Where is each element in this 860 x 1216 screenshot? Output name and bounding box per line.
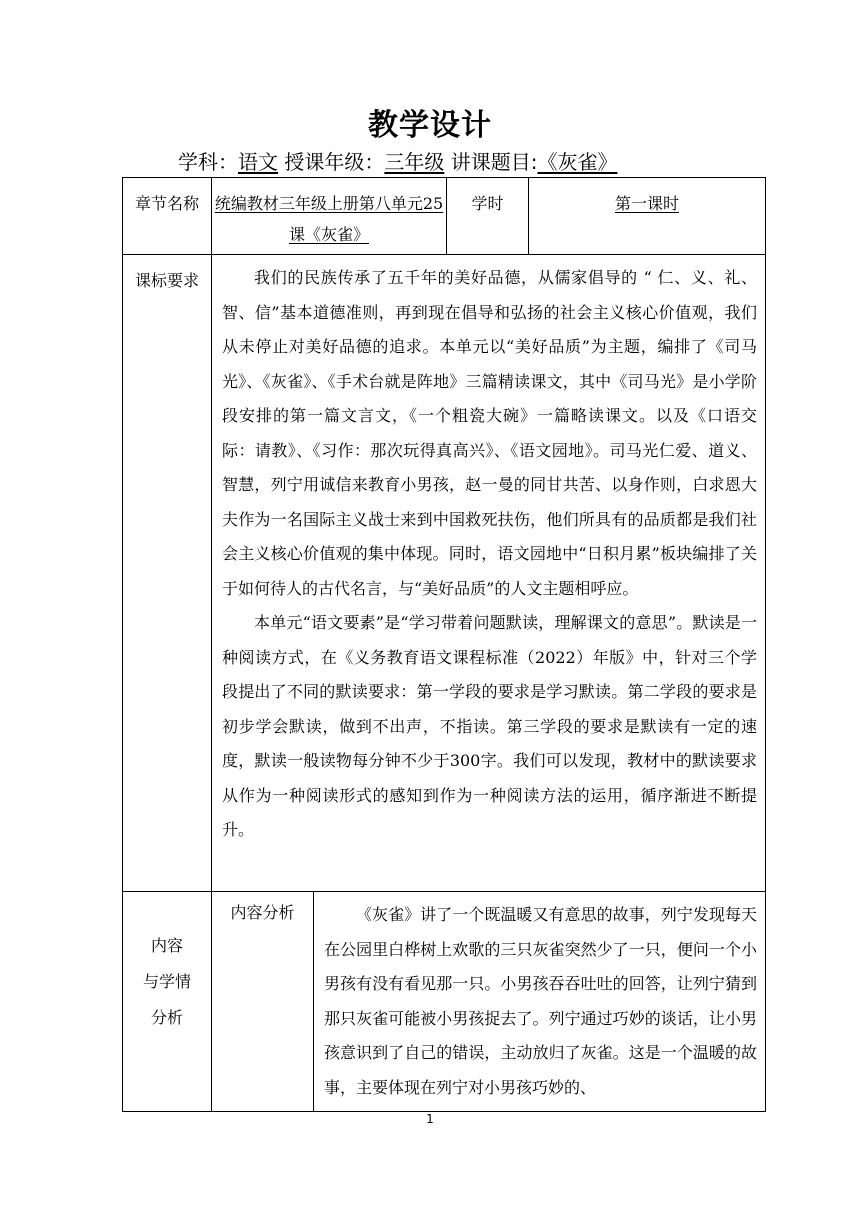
analysis-label-line-2: 与学情 — [142, 972, 191, 991]
lesson-table — [122, 177, 766, 1112]
chapter-value: 统编教材三年级上册第八单元25课《灰雀》 — [214, 194, 444, 244]
chapter-label: 章节名称 — [123, 178, 212, 255]
content-analysis-label: 内容分析 — [212, 892, 314, 1112]
standard-row — [123, 255, 766, 892]
standard-paragraph-1: 我们的民族传承了五千年的美好品德，从儒家倡导的 “ 仁、义、礼、智、信”基本道德准则，再到现在倡导和弘扬的社会主义核心价值观，我们从未停止对美好品德的追求。本单元以“美好品质”为主题，编排了《司马光》、《灰雀》、《手术台就是阵地》三篇精读课文，其中《司马光》是小学阶段安排的第一篇文言文，《一个粗瓷大碗》一篇略读课文。以及《口语交际：请教》、《习作：那次玩得真高兴》、《语文园地》。司马光仁爱、道义、智慧，列宁用诚信来教育小男孩，赵一曼的同甘共苦、以身作则，白求恩大夫作为一名国际主义战士来到中国救死扶伤，他们所具有的品质都是我们社会主义核心价值观的集中体现。同时，语文园地中“日积月累”板块编排了关于如何待人的古代名言，与“美好品质”的人文主题相呼应。 — [222, 268, 757, 598]
document-subtitle — [178, 146, 617, 175]
analysis-row — [123, 892, 766, 1112]
period-value: 第一课时 — [614, 194, 679, 213]
standard-paragraph-2: 本单元“语文要素”是“学习带着问题默读，理解课文的意思”。默读是一种阅读方式，在《义务教育语文课程标准（2022）年版》中，针对三个学段提出了不同的默读要求：第一学段的要求是学习默读。第二学段的要求是初步学会默读，做到不出声，不指读。第三学段的要求是默读有一定的速度，默读一般读物每分钟不少于300字。我们可以发现，教材中的默读要求从作为一种阅读形式的感知到作为一种阅读方法的运用，循序渐进不断提升。 — [222, 613, 757, 839]
content-analysis-text: 《灰雀》讲了一个既温暖又有意思的故事，列宁发现每天在公园里白桦树上欢歌的三只灰雀突然少了一只，便问一个小男孩有没有看见那一只。小男孩吞吞吐吐的回答，让列宁猜到那只灰雀可能被小男孩捉去了。列宁通过巧妙的谈话，让小男孩意识到了自己的错误，主动放归了灰雀。这是一个温暖的故事，主要体现在列宁对小男孩巧妙的、 — [324, 905, 757, 1097]
content-analysis-cell — [314, 892, 766, 1112]
standard-content — [212, 255, 766, 892]
standard-label: 课标要求 — [123, 255, 212, 892]
period-label: 学时 — [447, 178, 529, 255]
topic-value: 《灰雀》 — [537, 150, 618, 174]
chapter-row — [123, 178, 766, 255]
topic-label: 讲课题目: — [450, 150, 538, 174]
grade-value: 三年级 — [384, 150, 445, 174]
grade-label: 授课年级： — [284, 150, 385, 174]
document-title: 教学设计 — [368, 108, 492, 143]
subject-value: 语文 — [238, 150, 278, 174]
subject-label: 学科： — [178, 150, 238, 174]
page-number: 1 — [426, 1112, 434, 1126]
analysis-label-cell — [123, 892, 212, 1112]
analysis-label-line-3: 分析 — [150, 1008, 183, 1027]
chapter-value-cell — [212, 178, 447, 255]
analysis-label-line-1: 内容 — [150, 936, 183, 955]
period-value-cell — [529, 178, 766, 255]
